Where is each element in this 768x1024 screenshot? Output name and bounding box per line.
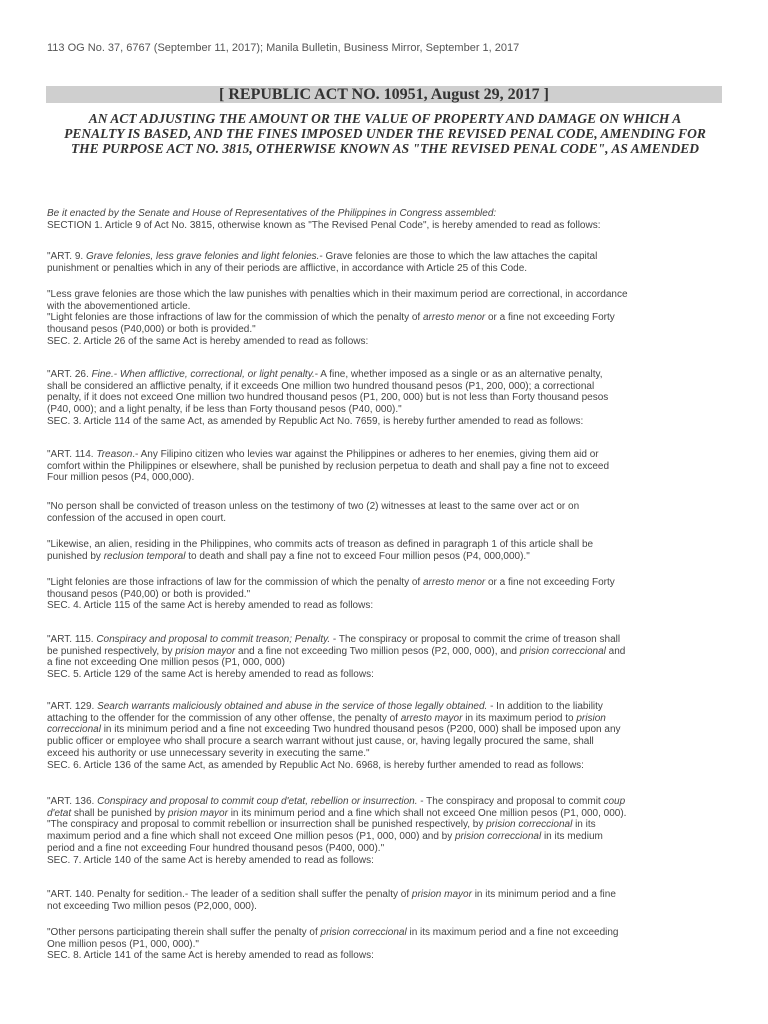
- paragraph: [47, 289, 727, 348]
- text-line: [47, 713, 727, 725]
- text-line: [47, 404, 727, 416]
- paragraph: [47, 701, 727, 771]
- text-run: - The conspiracy and proposal to commit: [417, 796, 604, 807]
- text-run: or a fine not exceeding Forty: [485, 312, 615, 324]
- text-run: "ART. 129.: [47, 701, 98, 712]
- text-line: [47, 748, 727, 760]
- italic-text: prision correccional: [455, 831, 542, 843]
- text-run: SEC. 5. Article 129 of the same Act is hereby amended to read as follows:: [47, 669, 374, 681]
- italic-text: prision correccional: [519, 645, 606, 657]
- text-run: (P40, 000); and a light penalty, if be less than Forty thousand pesos (P40, 000).": [47, 404, 402, 416]
- paragraph: [47, 539, 727, 562]
- italic-text: Be it enacted by the Senate and House of Representatives of the Philippines in Congress assembled:: [47, 208, 497, 219]
- text-run: to death and shall pay a fine not to exceed Four million pesos (P4, 000,000).": [185, 550, 530, 562]
- text-line: [47, 855, 727, 867]
- text-line: [47, 736, 727, 748]
- text-run: or a fine not exceeding Forty: [485, 577, 615, 588]
- text-run: comfort within the Philippines or elsewhere, shall be punished by reclusion perpetua to death and shall pay a fine not to exceed: [47, 460, 610, 472]
- text-run: in its medium: [541, 831, 603, 843]
- text-line: [47, 927, 727, 939]
- italic-text: prision mayor: [167, 807, 228, 819]
- italic-text: prision: [576, 712, 606, 724]
- italic-text: arresto menor: [422, 312, 486, 324]
- text-line: [47, 220, 727, 232]
- text-line: [47, 634, 727, 646]
- act-subtitle: AN ACT ADJUSTING THE AMOUNT OR THE VALUE OF PROPERTY AND DAMAGE ON WHICH A PENALTY IS BASED, AND THE FINES IMPOSED UNDER THE REVISED PENAL CODE, AMENDING FOR THE PURPOSE ACT NO. 3815, OTHERWISE KNOWN AS "THE REVISED PENAL CODE", AS AMENDED: [64, 111, 706, 156]
- text-run: "Light felonies are those infractions of law for the commission of which the penalty of: [47, 577, 423, 588]
- italic-text: coup: [603, 796, 626, 807]
- text-line: [47, 208, 727, 220]
- paragraph: [47, 577, 727, 612]
- text-run: punishment or penalties which in any of their periods are afflictive, in accordance with Article 25 of this Code.: [47, 262, 528, 274]
- text-line: [47, 589, 727, 601]
- text-line: [47, 501, 727, 513]
- text-run: and: [605, 645, 626, 657]
- italic-text: Conspiracy and proposal to commit coup d'etat, rebellion or insurrection.: [97, 796, 418, 807]
- text-line: [47, 760, 727, 772]
- italic-text: Conspiracy and proposal to commit treason; Penalty.: [96, 634, 331, 645]
- text-line: [47, 551, 727, 563]
- header-citation: 113 OG No. 37, 6767 (September 11, 2017); Manila Bulletin, Business Mirror, September 1, 2017: [47, 42, 520, 54]
- italic-text: arresto mayor: [400, 712, 463, 724]
- paragraph: [47, 449, 727, 484]
- text-line: [47, 381, 727, 393]
- text-run: maximum period and a fine which shall not exceed One million pesos (P1, 000, 000) and by: [47, 831, 456, 843]
- text-line: [47, 461, 727, 473]
- text-run: and a fine not exceeding Two million pesos (P2, 000, 000), and: [235, 645, 520, 657]
- text-run: "ART. 140. Penalty for sedition.- The leader of a sedition shall suffer the penalty of: [47, 889, 412, 900]
- text-run: One million pesos (P1, 000, 000).": [47, 938, 199, 950]
- text-run: SEC. 7. Article 140 of the same Act is hereby amended to read as follows:: [47, 854, 374, 866]
- text-run: - Grave felonies are those to which the law attaches the capital: [319, 251, 598, 262]
- text-line: [47, 669, 727, 681]
- text-run: in its maximum period and a fine not exceeding: [406, 927, 619, 938]
- text-run: SEC. 6. Article 136 of the same Act, as amended by Republic Act No. 6968, is hereby further amended to read as follows:: [47, 759, 584, 771]
- text-run: .- Any Filipino citizen who levies war against the Philippines or adheres to her enemies, giving them aid or: [132, 449, 599, 460]
- text-line: [47, 449, 727, 461]
- text-line: [47, 392, 727, 404]
- text-line: [47, 950, 727, 962]
- text-line: [47, 646, 727, 658]
- paragraph: [47, 369, 727, 428]
- paragraph: [47, 634, 727, 681]
- text-line: [47, 301, 727, 313]
- italic-text: Grave felonies, less grave felonies and light felonies.: [85, 251, 320, 262]
- act-title: [ REPUBLIC ACT NO. 10951, August 29, 2017 ]: [46, 86, 722, 103]
- text-run: "ART. 136.: [47, 796, 98, 807]
- italic-text: prision correccional: [486, 819, 573, 831]
- text-run: period and a fine not exceeding Four hundred thousand pesos (P400, 000).": [47, 842, 385, 854]
- text-run: SEC. 3. Article 114 of the same Act, as amended by Republic Act No. 7659, is hereby further amended to read as follows:: [47, 415, 584, 427]
- text-line: [47, 843, 727, 855]
- text-line: [47, 600, 727, 612]
- text-line: [47, 796, 727, 808]
- italic-text: d'etat: [47, 807, 72, 819]
- text-run: attaching to the offender for the commission of any other offense, the penalty of: [47, 712, 401, 724]
- text-run: Four million pesos (P4, 000,000).: [47, 472, 195, 484]
- italic-text: arresto menor: [422, 577, 486, 588]
- text-run: thousand pesos (P40,000) or both is provided.": [47, 324, 256, 336]
- italic-text: reclusion temporal: [103, 550, 186, 562]
- text-line: [47, 251, 727, 263]
- text-run: a fine not exceeding One million pesos (P1, 000, 000): [47, 657, 285, 669]
- text-line: [47, 289, 727, 301]
- text-line: [47, 336, 727, 348]
- text-run: in its minimum period and a fine not exceeding Two hundred thousand pesos (P200, 000) shall be imposed upon any: [100, 724, 621, 736]
- text-line: [47, 901, 727, 913]
- text-run: in its maximum period to: [462, 712, 577, 724]
- text-run: in its: [572, 819, 596, 831]
- text-run: SEC. 2. Article 26 of the same Act is hereby amended to read as follows:: [47, 335, 369, 347]
- italic-text: prision mayor: [411, 889, 472, 900]
- text-run: shall be considered an afflictive penalty, if it exceeds One million two hundred thousand pesos (P1, 200, 000); a correctional: [47, 380, 595, 392]
- text-run: "The conspiracy and proposal to commit rebellion or insurrection shall be punished respectively, by: [47, 819, 487, 831]
- text-line: [47, 939, 727, 951]
- text-line: [47, 263, 727, 275]
- paragraph: [47, 796, 727, 866]
- text-run: shall be punished by: [71, 807, 168, 819]
- text-run: not exceeding Two million pesos (P2,000, 000).: [47, 900, 257, 912]
- text-line: [47, 831, 727, 843]
- text-run: SEC. 8. Article 141 of the same Act is hereby amended to read as follows:: [47, 950, 374, 962]
- text-line: [47, 472, 727, 484]
- text-run: "Likewise, an alien, residing in the Philippines, who commits acts of treason as defined in paragraph 1 of this article shall be: [47, 539, 594, 550]
- text-line: [47, 889, 727, 901]
- text-run: with the abovementioned article.: [47, 300, 191, 312]
- text-run: "ART. 9.: [47, 251, 86, 262]
- text-run: "Light felonies are those infractions of law for the commission of which the penalty of: [47, 312, 423, 324]
- text-run: in its minimum period and a fine: [471, 889, 616, 900]
- text-run: thousand pesos (P40,00) or both is provided.": [47, 588, 251, 600]
- text-run: SEC. 4. Article 115 of the same Act is hereby amended to read as follows:: [47, 600, 374, 612]
- paragraph: [47, 889, 727, 912]
- text-run: punished by: [47, 550, 104, 562]
- text-run: "Less grave felonies are those which the law punishes with penalties which in their maximum period are correctional, in accordance: [47, 289, 628, 300]
- text-run: - In addition to the liability: [487, 701, 603, 712]
- italic-text: prision mayor: [175, 645, 236, 657]
- paragraph: [47, 501, 727, 524]
- italic-text: Search warrants maliciously obtained and abuse in the service of those legally obtained.: [97, 701, 488, 712]
- text-line: [47, 724, 727, 736]
- text-run: "Other persons participating therein shall suffer the penalty of: [47, 927, 321, 938]
- text-run: - The conspiracy or proposal to commit the crime of treason shall: [330, 634, 621, 645]
- text-line: [47, 312, 727, 324]
- text-line: [47, 819, 727, 831]
- text-line: [47, 808, 727, 820]
- italic-text: correccional: [47, 724, 101, 736]
- paragraph: [47, 251, 727, 274]
- text-run: confession of the accused in open court.: [47, 512, 227, 524]
- text-run: "ART. 115.: [47, 634, 97, 645]
- text-line: [47, 577, 727, 589]
- text-run: be punished respectively, by: [47, 645, 176, 657]
- text-line: [47, 416, 727, 428]
- text-run: in its minimum period and a fine which shall not exceed One million pesos (P1, 000, 000).: [227, 807, 627, 819]
- text-line: [47, 701, 727, 713]
- text-line: [47, 657, 727, 669]
- text-run: "No person shall be convicted of treason unless on the testimony of two (2) witnesses at least to the same over act or on: [47, 501, 580, 512]
- text-run: SECTION 1. Article 9 of Act No. 3815, otherwise known as "The Revised Penal Code", is hereby amended to read as follows:: [47, 219, 601, 231]
- text-run: public officer or employee who shall procure a search warrant without just cause, or, having legally procured the same, shall: [47, 736, 594, 748]
- text-line: [47, 324, 727, 336]
- italic-text: Fine.- When afflictive, correctional, or light penalty.: [91, 369, 315, 380]
- paragraph: [47, 208, 727, 231]
- text-run: "ART. 114.: [47, 449, 97, 460]
- text-run: "ART. 26.: [47, 369, 92, 380]
- text-run: exceed his authority or use unnecessary severity in executing the same.": [47, 747, 370, 759]
- text-line: [47, 539, 727, 551]
- text-line: [47, 513, 727, 525]
- text-run: - A fine, whether imposed as a single or as an alternative penalty,: [314, 369, 603, 380]
- italic-text: prision correccional: [320, 927, 407, 938]
- text-run: penalty, if it does not exceed One million two hundred thousand pesos (P1, 200, 000) but is not less than Forty thousand pesos: [47, 392, 609, 404]
- italic-text: Treason: [96, 449, 133, 460]
- text-line: [47, 369, 727, 381]
- paragraph: [47, 927, 727, 962]
